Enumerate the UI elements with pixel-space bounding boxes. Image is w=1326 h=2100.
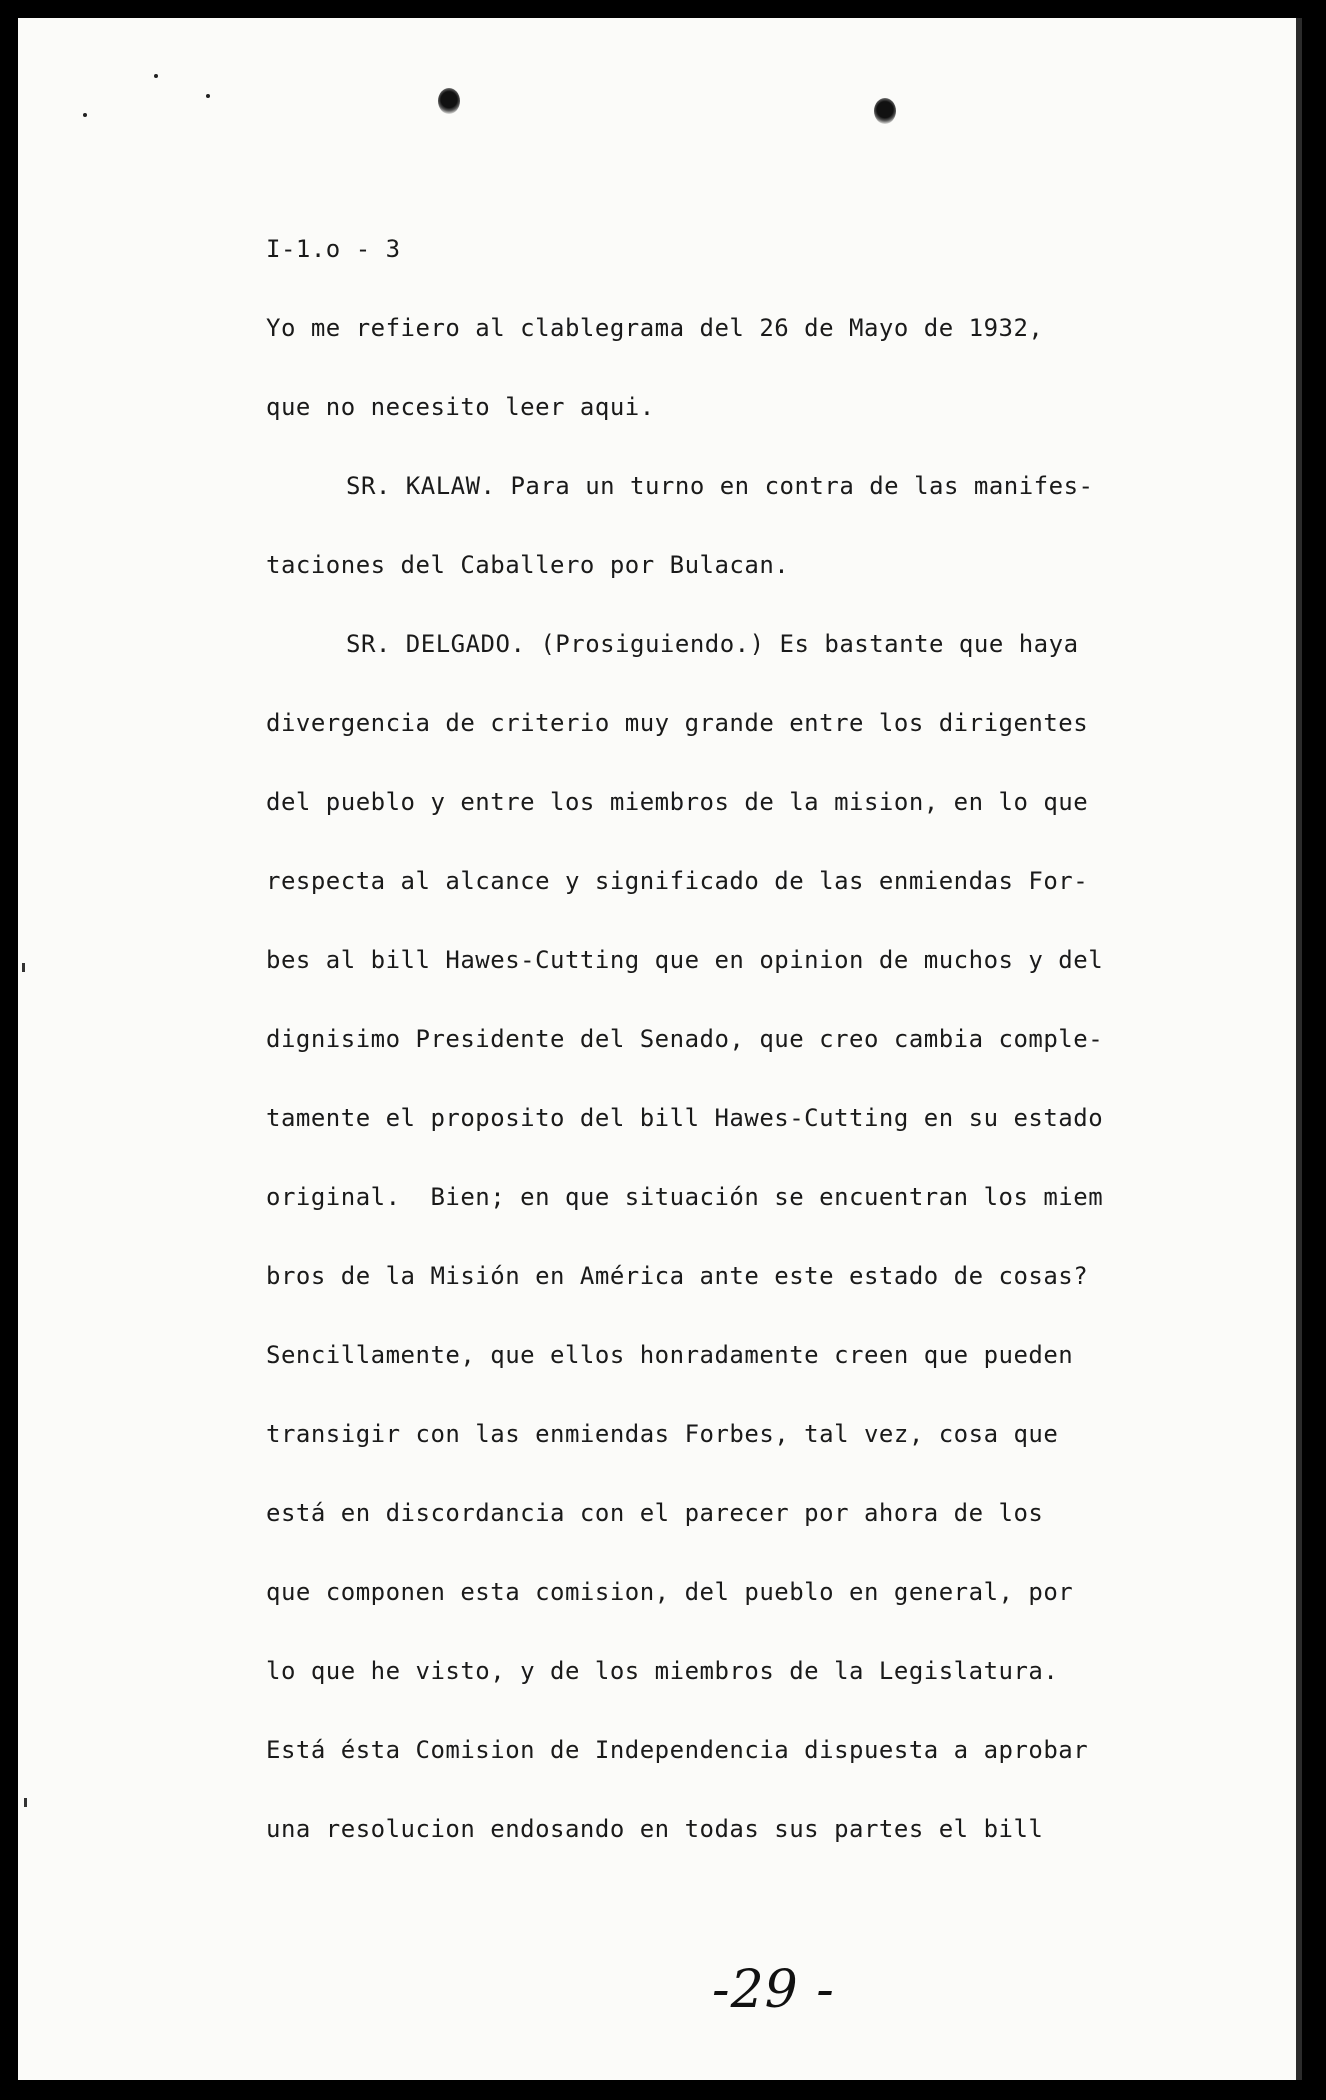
body-line: que componen esta comision, del pueblo en general, por — [266, 1578, 1074, 1606]
typed-text — [266, 232, 1166, 1891]
body-line: taciones del Caballero por Bulacan. — [266, 551, 790, 579]
body-line: bes al bill Hawes-Cutting que en opinion de muchos y del — [266, 946, 1104, 974]
body-line: tamente el proposito del bill Hawes-Cutting en su estado — [266, 1104, 1104, 1132]
body-line: original. Bien; en que situación se encuentran los miem — [266, 1183, 1104, 1211]
reference-code: I-1.o - 3 — [266, 235, 401, 263]
body-line: dignisimo Presidente del Senado, que creo cambia comple- — [266, 1025, 1104, 1053]
body-line: SR. DELGADO. (Prosiguiendo.) Es bastante que haya — [346, 630, 1079, 658]
body-line: del pueblo y entre los miembros de la mision, en lo que — [266, 788, 1089, 816]
body-line: Yo me refiero al clablegrama del 26 de Mayo de 1932, — [266, 314, 1044, 342]
body-line: está en discordancia con el parecer por ahora de los — [266, 1499, 1044, 1527]
page-number: -29 - — [712, 1960, 835, 2020]
body-line: lo que he visto, y de los miembros de la Legislatura. — [266, 1657, 1059, 1685]
body-line: transigir con las enmiendas Forbes, tal vez, cosa que — [266, 1420, 1059, 1448]
body-line: respecta al alcance y significado de las enmiendas For- — [266, 867, 1089, 895]
binder-hole-right — [874, 98, 896, 124]
ink-speck — [83, 113, 87, 117]
body-line: una resolucion endosando en todas sus partes el bill — [266, 1815, 1044, 1843]
body-line: divergencia de criterio muy grande entre los dirigentes — [266, 709, 1089, 737]
ink-speck — [206, 94, 210, 98]
edge-mark — [22, 963, 25, 972]
body-line: bros de la Misión en América ante este estado de cosas? — [266, 1262, 1089, 1290]
body-line: que no necesito leer aqui. — [266, 393, 655, 421]
ink-speck — [154, 74, 158, 78]
body-line: Sencillamente, que ellos honradamente creen que pueden — [266, 1341, 1074, 1369]
edge-mark — [24, 1798, 27, 1807]
body-line: SR. KALAW. Para un turno en contra de las manifes- — [346, 472, 1094, 500]
binder-hole-left — [438, 88, 460, 114]
body-line: Está ésta Comision de Independencia dispuesta a aprobar — [266, 1736, 1089, 1764]
